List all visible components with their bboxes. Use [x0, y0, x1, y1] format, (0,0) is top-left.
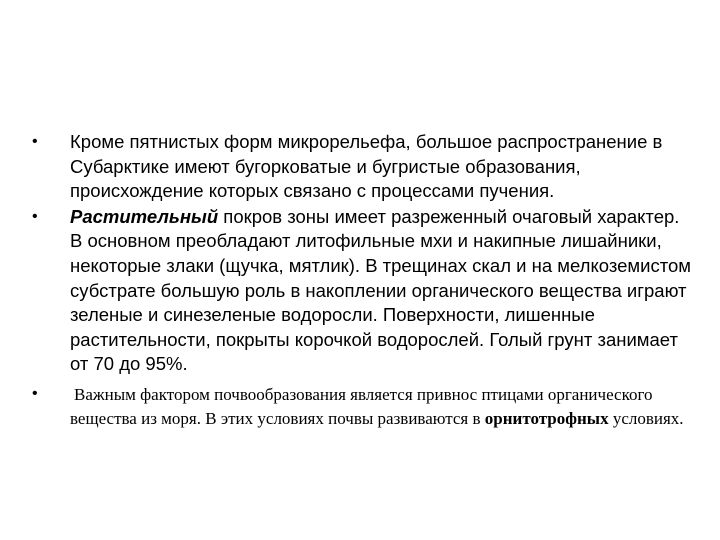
bullet-emphasis-term: Растительный — [70, 205, 219, 227]
bullet-text-before: Важным фактором почвообразования является привнос птицами органического вещества из моря. В этих условиях почвы развиваются в — [70, 384, 653, 429]
bullet-list — [30, 130, 694, 432]
bullet-emphasis-term: орнитотрофных — [484, 409, 609, 429]
bullet-item-microrelief — [30, 130, 694, 204]
bullet-text: Кроме пятнистых форм микрорельефа, большое распространение в Субарктике имеют бугорковатые и бугристые образования, происхождение которых связано с процессами пучения. — [70, 131, 663, 202]
bullet-text: покров зоны имеет разреженный очаговый характер. В основном преобладают литофильные мхи и накипные лишайники, некоторые злаки (щучка, мятлик). В трещинах скал и на мелкоземистом субстрате большую роль в накоплении органического вещества играют зеленые и синезеленые водоросли. Поверхности, лишенные растительности, покрыты корочкой водорослей. Голый грунт занимает от 70 до 95%. — [70, 205, 691, 375]
bullet-marker: • — [32, 384, 38, 402]
bullet-marker: • — [32, 133, 38, 150]
bullet-item-vegetation — [30, 205, 694, 377]
bullet-item-soil-formation — [30, 383, 694, 432]
bullet-text-after: условиях. — [608, 409, 684, 429]
bullet-marker: • — [32, 207, 38, 225]
